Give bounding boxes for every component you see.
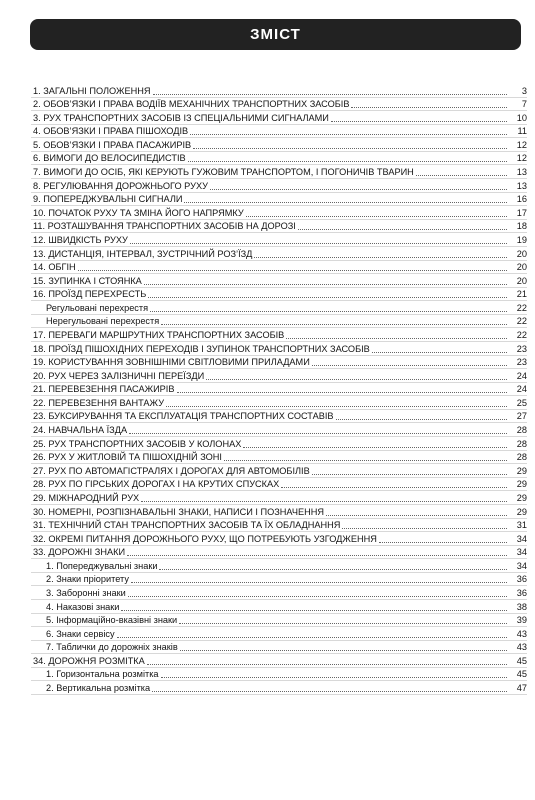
toc-entry[interactable] <box>31 233 527 247</box>
toc-entry[interactable] <box>31 179 527 193</box>
toc-entry-title: 8. РЕГУЛЮВАННЯ ДОРОЖНЬОГО РУХУ <box>33 180 208 191</box>
toc-entry-title: 12. ШВИДКІСТЬ РУХУ <box>33 234 128 245</box>
dot-leader <box>246 216 507 217</box>
dot-leader <box>127 555 507 556</box>
toc-entry[interactable] <box>31 546 527 560</box>
toc-subentry[interactable] <box>31 641 527 655</box>
toc-page-number: 23 <box>516 343 527 354</box>
dot-leader <box>130 243 507 244</box>
toc-entry-title: 5. ОБОВ’ЯЗКИ І ПРАВА ПАСАЖИРІВ <box>33 139 192 150</box>
dot-leader <box>336 419 507 420</box>
toc-entry[interactable] <box>31 505 527 519</box>
toc-entry-title: 25. РУХ ТРАНСПОРТНИХ ЗАСОБІВ У КОЛОНАХ <box>33 438 242 449</box>
dot-leader <box>243 447 507 448</box>
toc-entry[interactable] <box>31 423 527 437</box>
toc-entry-title: 33. ДОРОЖНІ ЗНАКИ <box>33 547 126 558</box>
toc-entry-title: 30. НОМЕРНІ, РОЗПІЗНАВАЛЬНІ ЗНАКИ, НАПИСИ І ПОЗНАЧЕННЯ <box>33 506 324 517</box>
toc-entry-title: 27. РУХ ПО АВТОМАГІСТРАЛЯХ І ДОРОГАХ ДЛЯ АВТОМОБІЛІВ <box>33 465 310 476</box>
toc-page-number: 43 <box>516 642 527 653</box>
toc-entry-title: 14. ОБГІН <box>33 262 76 273</box>
toc-entry-title: Нерегульовані перехрестя <box>46 316 160 327</box>
toc-entry[interactable] <box>31 98 527 112</box>
toc-page-number: 39 <box>516 615 527 626</box>
toc-entry-title: 19. КОРИСТУВАННЯ ЗОВНІШНІМИ СВІТЛОВИМИ ПРИЛАДАМИ <box>33 357 310 368</box>
dot-leader <box>351 107 507 108</box>
toc-page-number: 45 <box>516 655 527 666</box>
toc-entry[interactable] <box>31 519 527 533</box>
toc-page-number: 11 <box>517 126 527 137</box>
toc-entry-title: 21. ПЕРЕВЕЗЕННЯ ПАСАЖИРІВ <box>33 384 175 395</box>
toc-page-number: 28 <box>516 425 527 436</box>
table-of-contents <box>31 84 527 695</box>
toc-entry-title: 10. ПОЧАТОК РУХУ ТА ЗМІНА ЙОГО НАПРЯМКУ <box>33 207 244 218</box>
toc-page-number: 23 <box>516 357 527 368</box>
toc-page-number: 45 <box>516 669 527 680</box>
dot-leader <box>78 270 507 271</box>
toc-page-number: 20 <box>516 248 527 259</box>
dot-leader <box>210 189 507 190</box>
toc-subentry[interactable] <box>31 668 527 682</box>
dot-leader <box>161 677 507 678</box>
toc-entry[interactable] <box>31 464 527 478</box>
toc-subentry[interactable] <box>31 559 527 573</box>
toc-entry[interactable] <box>31 206 527 220</box>
toc-page-number: 13 <box>516 180 527 191</box>
toc-page-number: 22 <box>516 316 527 327</box>
toc-page-number: 36 <box>516 587 527 598</box>
dot-leader <box>224 460 507 461</box>
toc-entry-title: 1. ЗАГАЛЬНІ ПОЛОЖЕННЯ <box>33 85 151 96</box>
toc-entry-title: 1. Попереджувальні знаки <box>46 560 158 571</box>
toc-entry-title: 20. РУХ ЧЕРЕЗ ЗАЛІЗНИЧНІ ПЕРЕЇЗДИ <box>33 370 205 381</box>
toc-page-number: 31 <box>516 520 527 531</box>
dot-leader <box>312 365 507 366</box>
toc-page-number: 12 <box>516 139 527 150</box>
toc-page-number: 47 <box>516 683 527 694</box>
toc-page-number: 36 <box>516 574 527 585</box>
toc-entry[interactable] <box>31 274 527 288</box>
toc-entry-title: 7. Таблички до дорожніх знаків <box>46 642 178 653</box>
dot-leader <box>144 284 507 285</box>
toc-page-number: 13 <box>516 167 527 178</box>
toc-entry-title: 1. Горизонтальна розмітка <box>46 669 159 680</box>
toc-entry[interactable] <box>31 410 527 424</box>
dot-leader <box>161 324 507 325</box>
toc-entry-title: 2. Вертикальна розмітка <box>46 683 151 694</box>
toc-page-number: 12 <box>516 153 527 164</box>
toc-entry-title: 3. Заборонні знаки <box>46 587 126 598</box>
toc-entry-title: 34. ДОРОЖНЯ РОЗМІТКА <box>33 655 145 666</box>
toc-entry-title: 2. Знаки пріоритету <box>46 574 129 585</box>
toc-page-number: 29 <box>516 465 527 476</box>
toc-entry-title: 5. Інформаційно-вказівні знаки <box>46 615 178 626</box>
toc-page-number: 29 <box>516 506 527 517</box>
toc-entry[interactable] <box>31 220 527 234</box>
dot-leader <box>190 134 507 135</box>
toc-page-number: 28 <box>516 452 527 463</box>
toc-page-number: 43 <box>516 628 527 639</box>
toc-entry-title: 18. ПРОЇЗД ПІШОХІДНИХ ПЕРЕХОДІВ І ЗУПИНОК ТРАНСПОРТНИХ ЗАСОБІВ <box>33 343 370 354</box>
toc-entry[interactable] <box>31 247 527 261</box>
dot-leader <box>177 392 508 393</box>
toc-entry[interactable] <box>31 451 527 465</box>
toc-subentry[interactable] <box>31 627 527 641</box>
toc-entry-title: 4. ОБОВ’ЯЗКИ І ПРАВА ПІШОХОДІВ <box>33 126 189 137</box>
dot-leader <box>254 257 507 258</box>
toc-entry[interactable] <box>31 125 527 139</box>
toc-entry[interactable] <box>31 152 527 166</box>
toc-page-number: 29 <box>516 492 527 503</box>
toc-subentry[interactable] <box>31 315 527 329</box>
toc-page-number: 10 <box>516 112 527 123</box>
toc-subentry[interactable] <box>31 600 527 614</box>
dot-leader <box>153 94 507 95</box>
toc-entry[interactable] <box>31 84 527 98</box>
toc-page-number: 19 <box>516 234 527 245</box>
toc-entry[interactable] <box>31 532 527 546</box>
toc-entry[interactable] <box>31 261 527 275</box>
toc-entry-title: 17. ПЕРЕВАГИ МАРШРУТНИХ ТРАНСПОРТНИХ ЗАСОБІВ <box>33 329 285 340</box>
toc-entry[interactable] <box>31 165 527 179</box>
toc-entry-title: 6. ВИМОГИ ДО ВЕЛОСИПЕДИСТІВ <box>33 153 186 164</box>
toc-page-number: 34 <box>516 547 527 558</box>
toc-entry[interactable] <box>31 356 527 370</box>
toc-entry-title: 7. ВИМОГИ ДО ОСІБ, ЯКІ КЕРУЮТЬ ГУЖОВИМ ТРАНСПОРТОМ, І ПОГОНИЧІВ ТВАРИН <box>33 167 414 178</box>
dot-leader <box>206 379 507 380</box>
toc-entry-title: 29. МІЖНАРОДНИЙ РУХ <box>33 492 140 503</box>
toc-entry[interactable] <box>31 328 527 342</box>
toc-entry-title: 16. ПРОЇЗД ПЕРЕХРЕСТЬ <box>33 289 147 300</box>
toc-entry-title: 24. НАВЧАЛЬНА ЇЗДА <box>33 425 128 436</box>
dot-leader <box>379 542 507 543</box>
toc-page-number: 20 <box>516 262 527 273</box>
toc-page-number: 24 <box>516 370 527 381</box>
toc-entry[interactable] <box>31 111 527 125</box>
dot-leader <box>331 121 507 122</box>
dot-leader <box>184 202 507 203</box>
toc-entry[interactable] <box>31 396 527 410</box>
toc-entry[interactable] <box>31 138 527 152</box>
toc-entry[interactable] <box>31 478 527 492</box>
toc-entry[interactable] <box>31 383 527 397</box>
toc-entry-title: Регульовані перехрестя <box>46 302 149 313</box>
dot-leader <box>180 650 507 651</box>
toc-entry[interactable] <box>31 193 527 207</box>
toc-page-number: 27 <box>516 411 527 422</box>
dot-leader <box>342 528 507 529</box>
toc-subentry[interactable] <box>31 301 527 315</box>
toc-entry-title: 9. ПОПЕРЕДЖУВАЛЬНІ СИГНАЛИ <box>33 194 183 205</box>
toc-page-number: 17 <box>516 207 527 218</box>
dot-leader <box>129 433 507 434</box>
toc-entry[interactable] <box>31 654 527 668</box>
dot-leader <box>286 338 507 339</box>
toc-page-number: 22 <box>516 329 527 340</box>
toc-entry-title: 13. ДИСТАНЦІЯ, ІНТЕРВАЛ, ЗУСТРІЧНИЙ РОЗ’ЇЗД <box>33 248 253 259</box>
toc-entry-title: 11. РОЗТАШУВАННЯ ТРАНСПОРТНИХ ЗАСОБІВ НА ДОРОЗІ <box>33 221 296 232</box>
dot-leader <box>121 610 507 611</box>
toc-page-number: 25 <box>516 397 527 408</box>
toc-entry[interactable] <box>31 288 527 302</box>
dot-leader <box>179 623 507 624</box>
dot-leader <box>326 515 507 516</box>
dot-leader <box>117 637 507 638</box>
toc-entry-title: 3. РУХ ТРАНСПОРТНИХ ЗАСОБІВ ІЗ СПЕЦІАЛЬНИМИ СИГНАЛАМИ <box>33 112 329 123</box>
toc-page-number: 21 <box>516 289 527 300</box>
toc-subentry[interactable] <box>31 681 527 695</box>
dot-leader <box>148 297 507 298</box>
toc-entry-title: 6. Знаки сервісу <box>46 628 115 639</box>
toc-entry-title: 22. ПЕРЕВЕЗЕННЯ ВАНТАЖУ <box>33 397 165 408</box>
toc-entry-title: 4. Наказові знаки <box>46 601 120 612</box>
dot-leader <box>150 311 507 312</box>
dot-leader <box>193 148 507 149</box>
dot-leader <box>416 175 507 176</box>
toc-page-number: 34 <box>516 560 527 571</box>
toc-entry[interactable] <box>31 369 527 383</box>
dot-leader <box>372 352 507 353</box>
toc-page-number: 29 <box>516 479 527 490</box>
dot-leader <box>159 569 507 570</box>
dot-leader <box>152 691 507 692</box>
toc-page-number: 20 <box>516 275 527 286</box>
toc-page-number: 22 <box>516 302 527 313</box>
dot-leader <box>166 406 507 407</box>
dot-leader <box>312 474 507 475</box>
toc-page-number: 34 <box>516 533 527 544</box>
toc-entry[interactable] <box>31 342 527 356</box>
toc-page-number: 7 <box>521 99 527 110</box>
toc-entry-title: 32. ОКРЕМІ ПИТАННЯ ДОРОЖНЬОГО РУХУ, ЩО ПОТРЕБУЮТЬ УЗГОДЖЕННЯ <box>33 533 377 544</box>
toc-page-number: 18 <box>516 221 527 232</box>
toc-subentry[interactable] <box>31 614 527 628</box>
toc-page-number: 3 <box>521 85 527 96</box>
toc-entry-title: 31. ТЕХНІЧНИЙ СТАН ТРАНСПОРТНИХ ЗАСОБІВ ТА ЇХ ОБЛАДНАННЯ <box>33 520 341 531</box>
toc-entry[interactable] <box>31 491 527 505</box>
dot-leader <box>128 596 507 597</box>
dot-leader <box>281 487 507 488</box>
toc-subentry[interactable] <box>31 586 527 600</box>
contents-title: ЗМІСТ <box>250 26 301 43</box>
toc-page-number: 38 <box>516 601 527 612</box>
toc-subentry[interactable] <box>31 573 527 587</box>
dot-leader <box>131 582 507 583</box>
dot-leader <box>188 161 507 162</box>
toc-entry[interactable] <box>31 437 527 451</box>
toc-page-number: 28 <box>516 438 527 449</box>
contents-header-banner <box>30 19 521 50</box>
dot-leader <box>298 229 507 230</box>
toc-entry-title: 28. РУХ ПО ГІРСЬКИХ ДОРОГАХ І НА КРУТИХ СПУСКАХ <box>33 479 280 490</box>
dot-leader <box>147 664 507 665</box>
dot-leader <box>141 501 507 502</box>
toc-page-number: 24 <box>516 384 527 395</box>
toc-entry-title: 15. ЗУПИНКА І СТОЯНКА <box>33 275 142 286</box>
toc-entry-title: 26. РУХ У ЖИТЛОВІЙ ТА ПІШОХІДНІЙ ЗОНІ <box>33 452 222 463</box>
toc-page-number: 16 <box>516 194 527 205</box>
toc-entry-title: 2. ОБОВ’ЯЗКИ І ПРАВА ВОДІЇВ МЕХАНІЧНИХ ТРАНСПОРТНИХ ЗАСОБІВ <box>33 99 350 110</box>
toc-entry-title: 23. БУКСИРУВАННЯ ТА ЕКСПЛУАТАЦІЯ ТРАНСПОРТНИХ СОСТАВІВ <box>33 411 334 422</box>
